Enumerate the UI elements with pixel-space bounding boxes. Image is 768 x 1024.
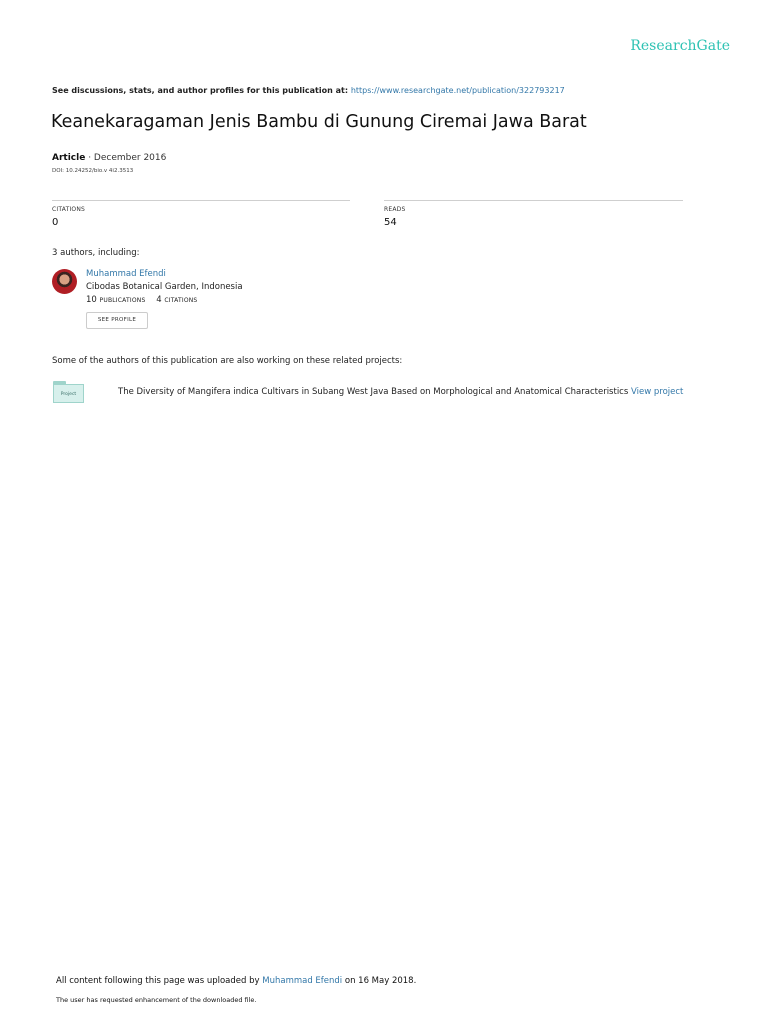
upload-notice-prefix: All content following this page was uploaded by [56,976,260,986]
upload-notice [56,976,416,986]
author-citations-count: 4 [156,295,162,305]
reads-divider [384,200,683,201]
see-profile-button[interactable]: SEE PROFILE [86,312,148,329]
author-affiliation: Cibodas Botanical Garden, Indonesia [86,282,243,292]
author-avatar[interactable] [52,269,77,294]
project-folder-icon [53,381,84,403]
upload-notice-date: on 16 May 2018. [344,976,417,986]
publication-doi: DOI: 10.24252/bio.v 4i2.3513 [52,168,134,174]
author-publications-count: 10 [86,295,97,305]
discussion-notice-text: See discussions, stats, and author profiles for this publication at: [52,86,349,95]
publication-type: Article [52,153,86,163]
publication-date: · December 2016 [88,153,167,163]
enhancement-note: The user has requested enhancement of the downloaded file. [56,996,257,1004]
related-project-item [118,387,683,397]
publication-url-link[interactable]: https://www.researchgate.net/publication/322793217 [350,86,565,95]
folder-body-label: Project [53,384,84,403]
reads-value: 54 [384,217,397,228]
discussion-notice [52,86,565,95]
author-stats [86,295,197,305]
view-project-link[interactable]: View project [631,387,684,397]
publication-meta [52,153,166,163]
citations-label: CITATIONS [52,206,86,213]
reads-label: READS [384,206,406,213]
researchgate-logo[interactable]: ResearchGate [630,38,730,54]
author-publications-label: PUBLICATIONS [99,297,146,304]
author-citations-label: CITATIONS [164,297,198,304]
related-projects-heading: Some of the authors of this publication are also working on these related projects: [52,356,403,366]
authors-heading: 3 authors, including: [52,248,140,258]
citations-divider [52,200,350,201]
uploader-link[interactable]: Muhammad Efendi [262,976,343,986]
publication-title: Keanekaragaman Jenis Bambu di Gunung Ciremai Jawa Barat [51,112,587,132]
author-name-link[interactable]: Muhammad Efendi [86,269,166,279]
citations-value: 0 [52,217,59,228]
related-project-title: The Diversity of Mangifera indica Cultivars in Subang West Java Based on Morphological and Anatomical Characteristics [118,387,629,397]
